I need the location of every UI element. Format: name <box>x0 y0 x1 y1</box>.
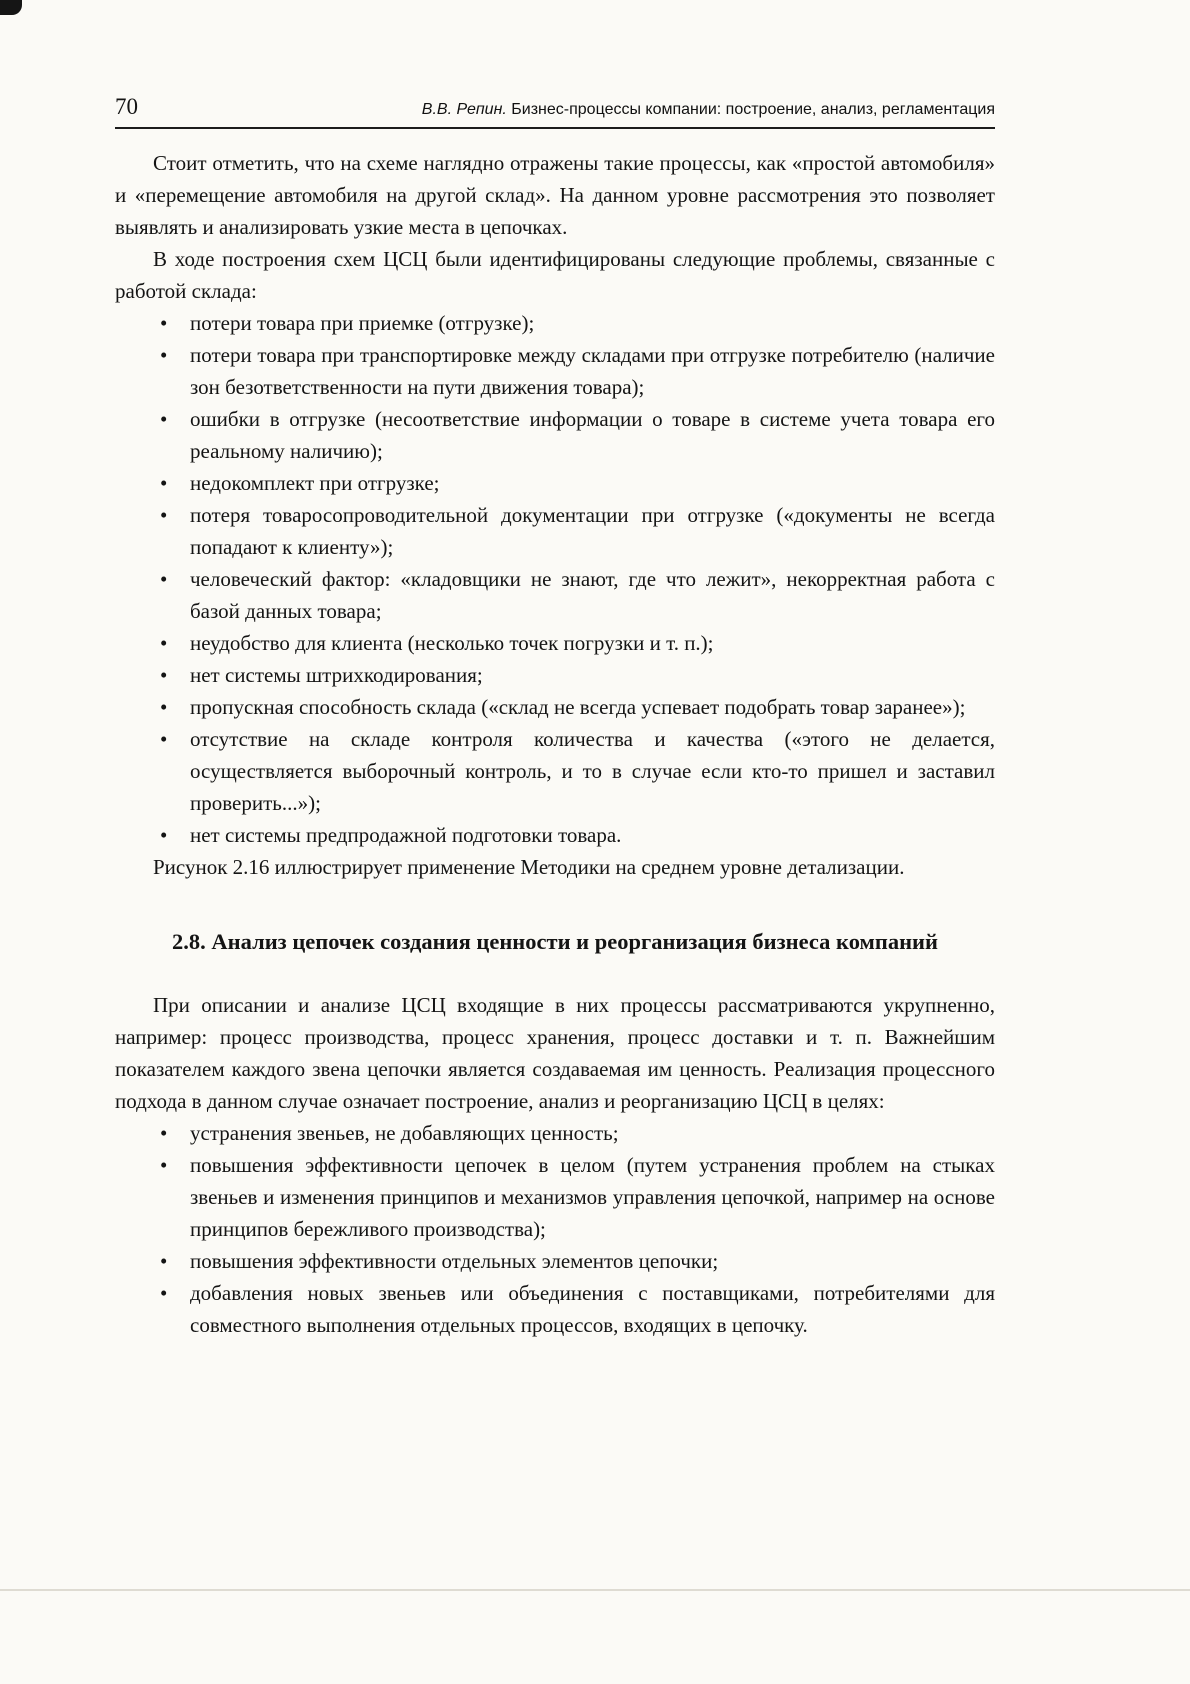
list-item <box>115 403 995 467</box>
list-item-text: нет системы штрихкодирования; <box>190 663 483 687</box>
paragraph-problems-intro: В ходе построения схем ЦСЦ были идентифицированы следующие проблемы, связанные с работой склада: <box>115 247 995 303</box>
list-item-text: пропускная способность склада («склад не всегда успевает подобрать товар заранее»); <box>190 695 966 719</box>
bullet-marker: • <box>160 471 168 495</box>
paragraph-section-intro: При описании и анализе ЦСЦ входящие в них процессы рассматриваются укрупненно, например: процесс производства, процесс хранения, процесс доставки и т. п. Важнейшим показателем каждого звена цепочки является создаваемая им ценность. Реализация процессного подхода в данном случае означает построение, анализ и реорганизацию ЦСЦ в целях: <box>115 993 995 1113</box>
list-item-text: отсутствие на складе контроля количества и качества («этого не делается, осуществляется выборочный контроль, и то в случае если кто-то пришел и заставил проверить...»); <box>190 727 995 815</box>
bullet-marker: • <box>160 407 168 431</box>
bullet-marker: • <box>160 1121 168 1145</box>
bullet-marker: • <box>160 695 168 719</box>
bullet-marker: • <box>160 823 168 847</box>
list-item <box>115 1277 995 1341</box>
running-title-book: Бизнес-процессы компании: построение, анализ, регламентация <box>511 101 995 118</box>
bullet-marker: • <box>160 1153 168 1177</box>
list-item-text: человеческий фактор: «кладовщики не знают, где что лежит», некорректная работа с базой данных товара; <box>190 567 995 623</box>
list-item <box>115 307 995 339</box>
list-item-text: потеря товаросопроводительной документации при отгрузке («документы не всегда попадают к клиенту»); <box>190 503 995 559</box>
list-item <box>115 499 995 563</box>
running-title-author: В.В. Репин. <box>421 101 507 118</box>
running-title <box>422 101 995 119</box>
list-item-text: добавления новых звеньев или объединения с поставщиками, потребителями для совместного выполнения отдельных процессов, входящих в цепочку. <box>190 1281 995 1337</box>
running-head <box>115 94 995 129</box>
list-item-text: потери товара при транспортировке между складами при отгрузке потребителю (наличие зон безответственности на пути движения товара); <box>190 343 995 399</box>
goals-list <box>115 1117 995 1341</box>
list-item <box>115 627 995 659</box>
list-item <box>115 1117 995 1149</box>
list-item <box>115 819 995 851</box>
list-item-text: неудобство для клиента (несколько точек погрузки и т. п.); <box>190 631 714 655</box>
problems-list <box>115 307 995 851</box>
paragraph-figure-ref: Рисунок 2.16 иллюстрирует применение Методики на среднем уровне детализации. <box>153 855 905 879</box>
scan-artifact-corner <box>0 0 22 15</box>
list-item <box>115 723 995 819</box>
list-item-text: повышения эффективности отдельных элементов цепочки; <box>190 1249 719 1273</box>
list-item <box>115 1245 995 1277</box>
bullet-marker: • <box>160 343 168 367</box>
bullet-marker: • <box>160 311 168 335</box>
list-item <box>115 339 995 403</box>
bullet-marker: • <box>160 631 168 655</box>
bullet-marker: • <box>160 1281 168 1305</box>
page-content <box>115 147 995 1341</box>
bullet-marker: • <box>160 663 168 687</box>
list-item <box>115 563 995 627</box>
list-item-text: недокомплект при отгрузке; <box>190 471 440 495</box>
list-item <box>115 467 995 499</box>
bullet-marker: • <box>160 1249 168 1273</box>
list-item-text: потери товара при приемке (отгрузке); <box>190 311 535 335</box>
bullet-marker: • <box>160 503 168 527</box>
paragraph-intro: Стоит отметить, что на схеме наглядно отражены такие процессы, как «простой автомобиля» и «перемещение автомобиля на другой склад». На данном уровне рассмотрения это позволяет выявлять и анализировать узкие места в цепочках. <box>115 151 995 239</box>
list-item-text: повышения эффективности цепочек в целом (путем устранения проблем на стыках звеньев и изменения принципов и механизмов управления цепочкой, например на основе принципов бережливого производства); <box>190 1153 995 1241</box>
list-item-text: устранения звеньев, не добавляющих ценность; <box>190 1121 619 1145</box>
page-number: 70 <box>115 94 138 119</box>
list-item <box>115 691 995 723</box>
list-item-text: ошибки в отгрузке (несоответствие информации о товаре в системе учета товара его реальному наличию); <box>190 407 995 463</box>
list-item-text: нет системы предпродажной подготовки товара. <box>190 823 622 847</box>
bullet-marker: • <box>160 567 168 591</box>
section-heading: 2.8. Анализ цепочек создания ценности и реорганизация бизнеса компаний <box>172 929 938 954</box>
list-item <box>115 659 995 691</box>
list-item <box>115 1149 995 1245</box>
scan-artifact-bottom-edge <box>0 1589 1190 1591</box>
bullet-marker: • <box>160 727 168 751</box>
